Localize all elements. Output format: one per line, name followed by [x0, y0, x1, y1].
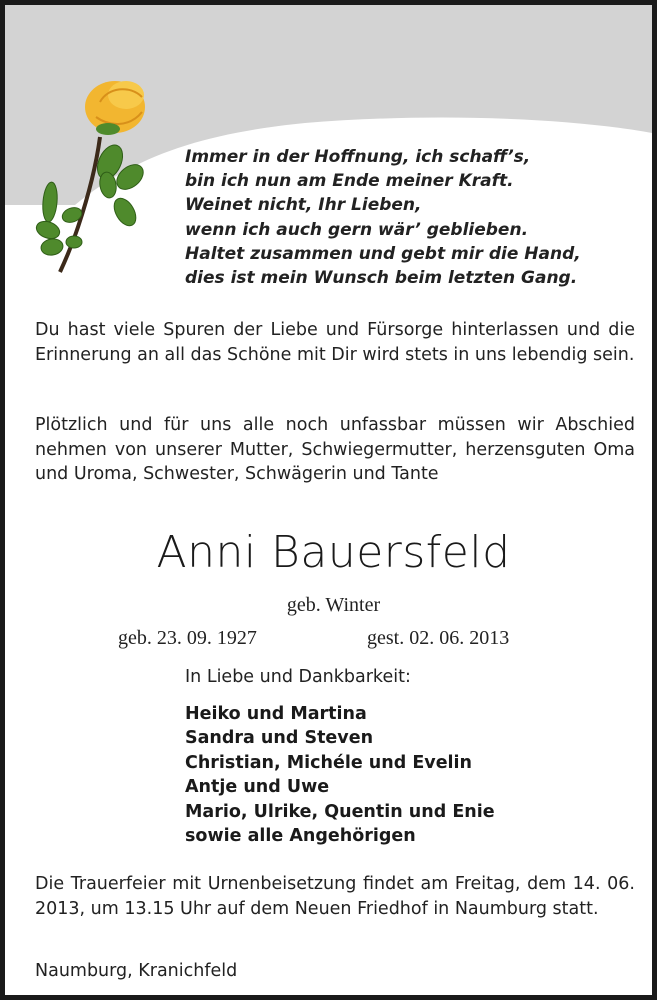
intro-paragraph: Du hast viele Spuren der Liebe und Fürsorge hinterlassen und die Erinnerung an all das Schöne mit Dir wird stets in uns lebendig sein.: [35, 320, 635, 365]
mourner-entry: Mario, Ulrike, Quentin und Enie: [185, 801, 495, 822]
poem-line: wenn ich auch gern wär’ geblieben.: [185, 219, 529, 240]
mourner-entry: Christian, Michéle und Evelin: [185, 752, 473, 773]
service-paragraph: Die Trauerfeier mit Urnenbeisetzung findet am Freitag, dem 14. 06. 2013, um 13.15 Uhr auf dem Neuen Friedhof in Naumburg statt.: [35, 874, 635, 919]
death-date: gest. 02. 06. 2013: [367, 627, 510, 649]
mourner-entry: Sandra und Steven: [185, 728, 374, 749]
mourners-list: [185, 702, 495, 848]
poem-line: dies ist mein Wunsch beim letzten Gang.: [185, 268, 578, 289]
rose-icon: [30, 67, 155, 277]
mourner-entry: Heiko und Martina: [185, 704, 367, 724]
thanks-line: In Liebe und Dankbarkeit:: [185, 667, 411, 687]
mourner-entry: sowie alle Angehörigen: [185, 826, 416, 847]
poem-line: Weinet nicht, Ihr Lieben,: [185, 195, 422, 216]
deceased-name: Anni Bauersfeld: [156, 527, 511, 578]
poem-line: Immer in der Hoffnung, ich schaff’s,: [185, 147, 531, 167]
poem-line: Haltet zusammen und gebt mir die Hand,: [185, 243, 581, 264]
birth-name: geb. Winter: [286, 594, 381, 616]
birth-date: geb. 23. 09. 1927: [118, 627, 257, 649]
poem: [185, 145, 645, 290]
announcement-paragraph: Plötzlich und für uns alle noch unfassbar müssen wir Abschied nehmen von unserer Mutter, Schwiegermutter, herzensguten Oma und Uroma, Schwester, Schwägerin und Tante: [35, 415, 635, 484]
poem-line: bin ich nun am Ende meiner Kraft.: [185, 171, 514, 192]
mourner-entry: Antje und Uwe: [185, 777, 330, 798]
place-line: Naumburg, Kranichfeld: [35, 961, 238, 981]
